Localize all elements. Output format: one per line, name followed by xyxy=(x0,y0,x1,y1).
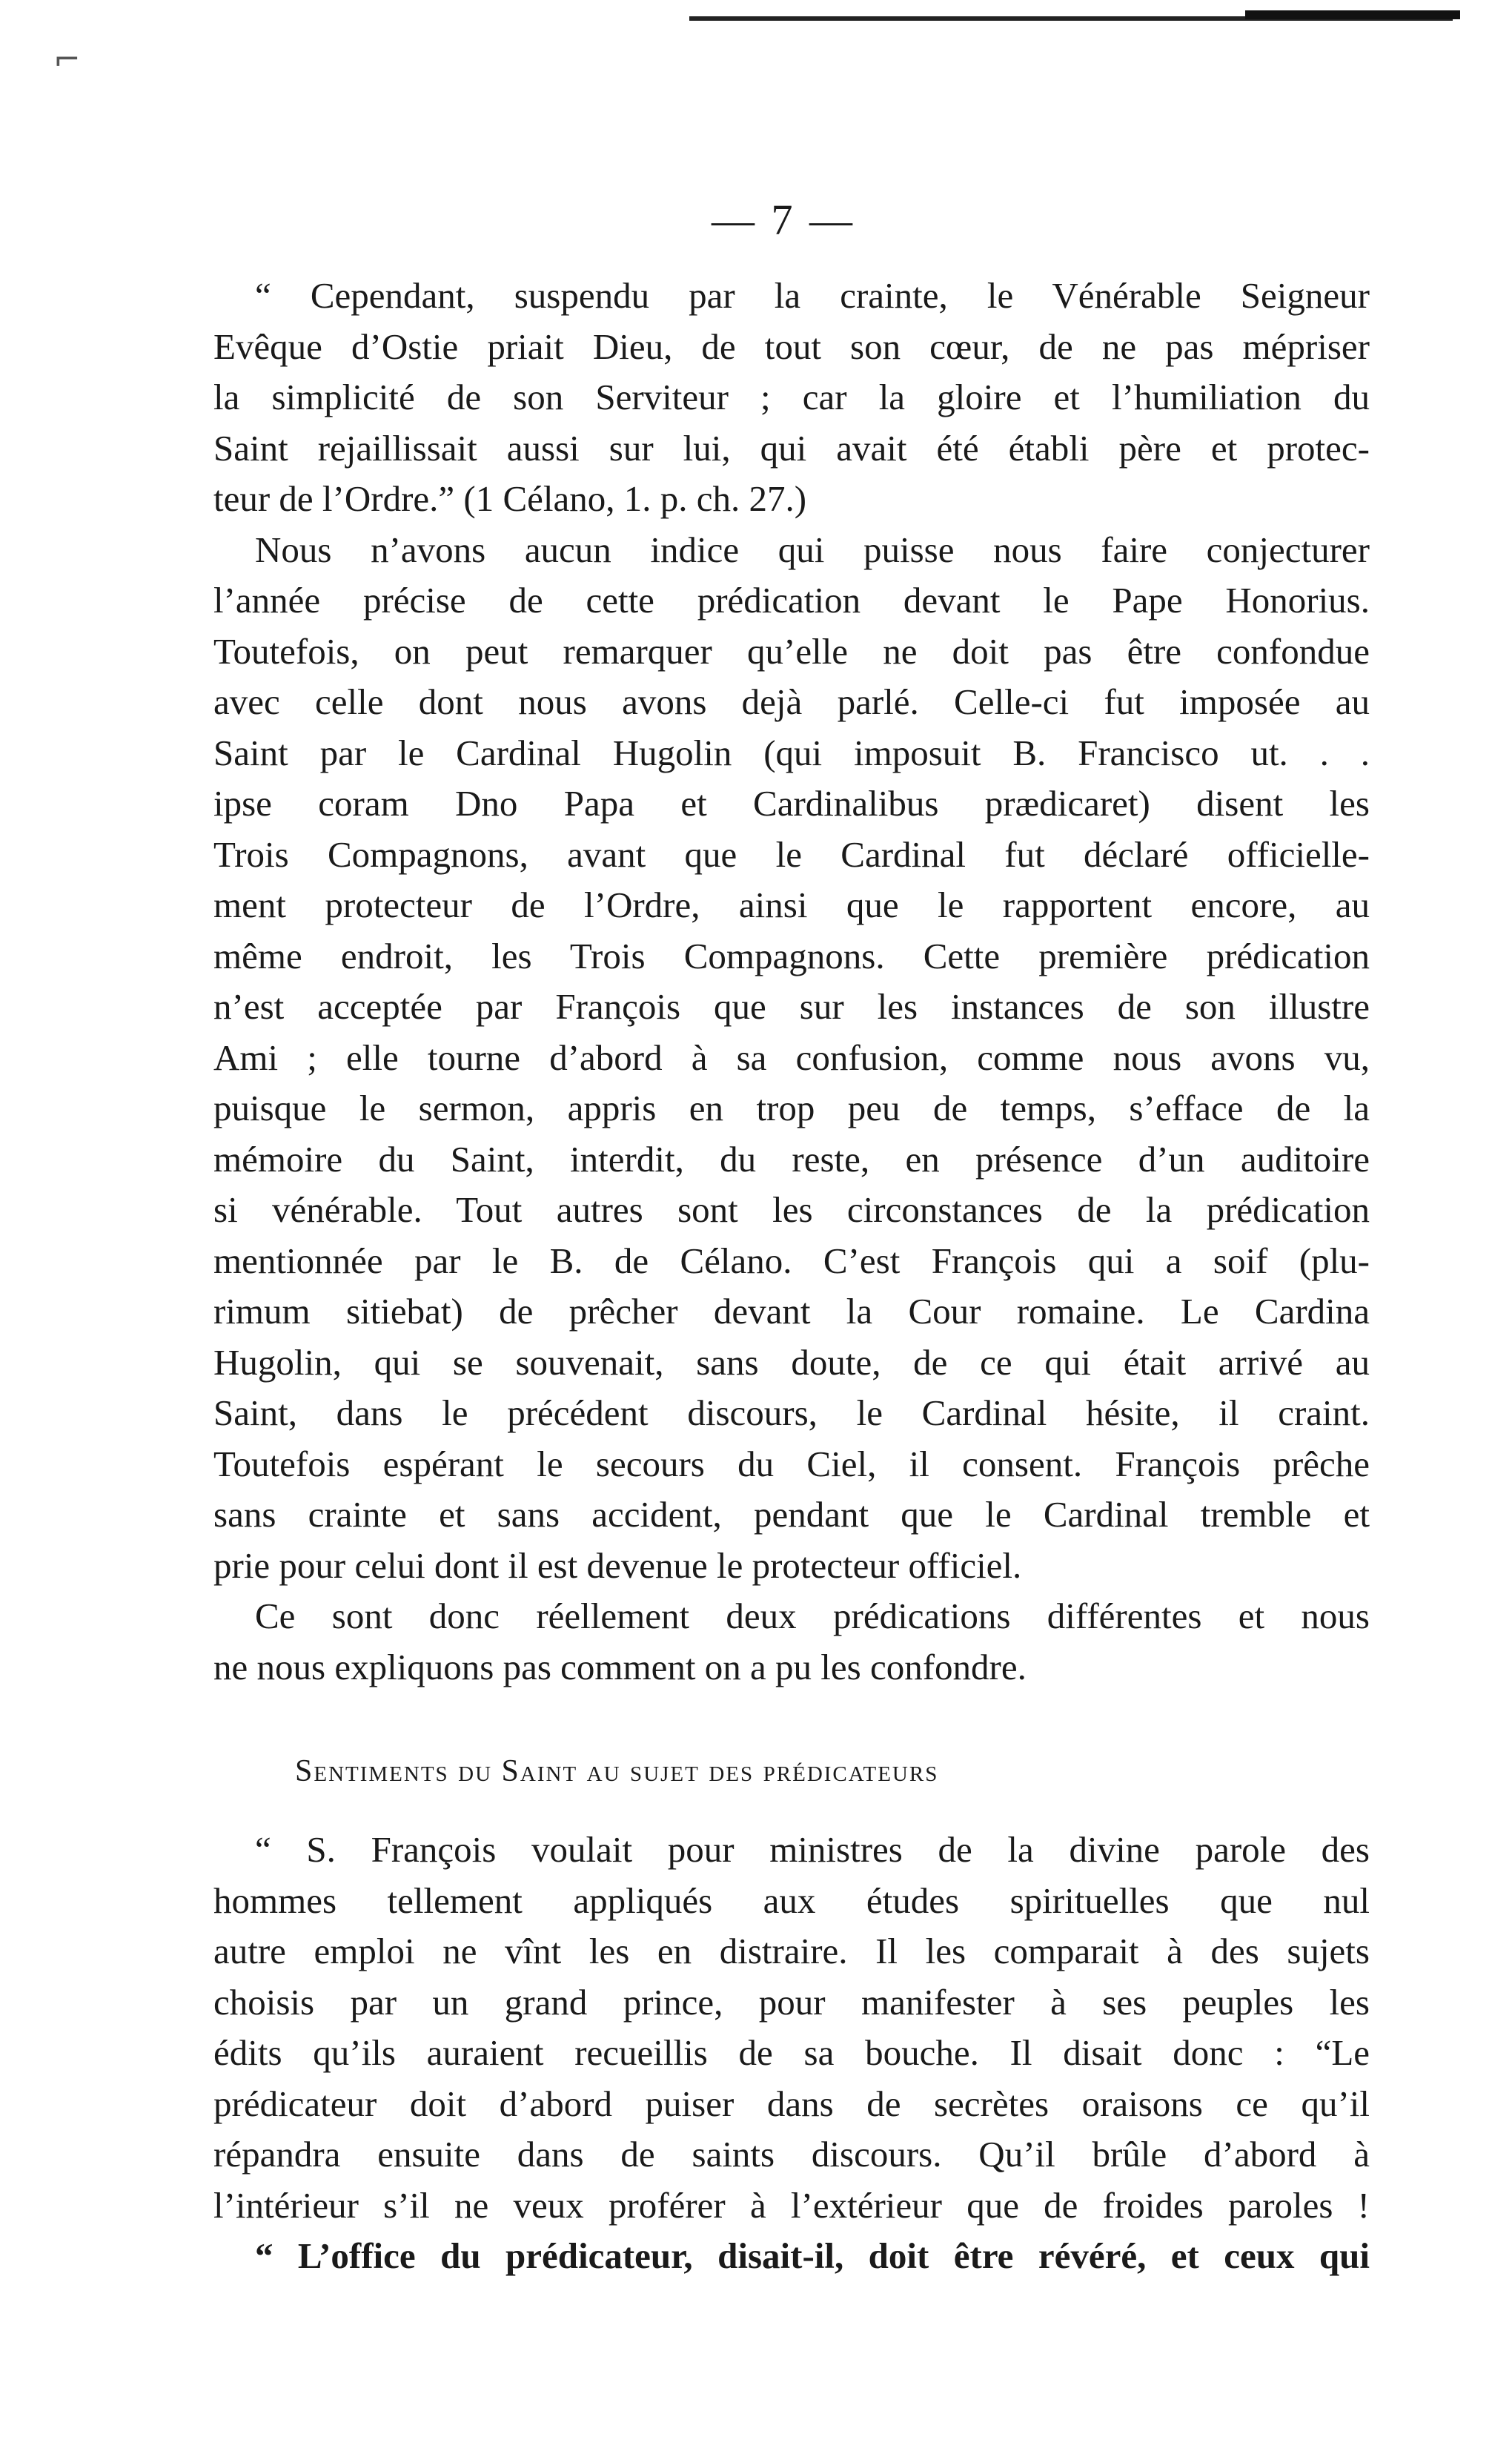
paragraph-office xyxy=(213,2231,1370,2282)
text-line: rimum sitiebat) de prêcher devant la Cour romaine. Le Cardina xyxy=(213,1291,1370,1332)
text-line: Trois Compagnons, avant que le Cardinal fut déclaré officielle- xyxy=(213,833,1370,875)
text-line: choisis par un grand prince, pour manifester à ses peuples les xyxy=(213,1981,1370,2023)
text-line: teur de l’Ordre.” (1 Célano, 1. p. ch. 27.) xyxy=(213,478,807,519)
paragraph-conclusion xyxy=(213,1591,1370,1693)
text-line: si vénérable. Tout autres sont les circonstances de la prédication xyxy=(213,1189,1370,1230)
text-line: édits qu’ils auraient recueillis de sa bouche. Il disait donc : “Le xyxy=(213,2032,1370,2073)
text-line: Toutefois espérant le secours du Ciel, il consent. François prêche xyxy=(213,1443,1370,1484)
paragraph-preachers xyxy=(213,1825,1370,2231)
paragraph-quote-celano xyxy=(213,271,1370,525)
paragraph-discussion xyxy=(213,525,1370,1592)
text-line: prédicateur doit d’abord puiser dans de secrètes oraisons ce qu’il xyxy=(213,2083,1370,2124)
text-line: “ S. François voulait pour ministres de la divine parole des xyxy=(255,1829,1370,1870)
text-line: mentionnée par le B. de Célano. C’est François qui a soif (plu- xyxy=(213,1240,1370,1281)
text-line: n’est acceptée par François que sur les instances de son illustre xyxy=(213,986,1370,1027)
corner-mark: ⌐ xyxy=(53,41,81,79)
text-line: mémoire du Saint, interdit, du reste, en présence d’un auditoire xyxy=(213,1138,1370,1180)
text-line: Toutefois, on peut remarquer qu’elle ne doit pas être confondue xyxy=(213,630,1370,672)
text-line: même endroit, les Trois Compagnons. Cette première prédication xyxy=(213,935,1370,976)
text-line: Evêque d’Ostie priait Dieu, de tout son cœur, de ne pas mépriser xyxy=(213,325,1370,367)
text-line: Saint par le Cardinal Hugolin (qui imposuit B. Francisco ut. . . xyxy=(213,732,1370,773)
text-line: puisque le sermon, appris en trop peu de temps, s’efface de la xyxy=(213,1088,1370,1128)
text-line: prie pour celui dont il est devenue le protecteur officiel. xyxy=(213,1544,1022,1586)
text-line: Ami ; elle tourne d’abord à sa confusion, comme nous avons vu, xyxy=(213,1036,1370,1078)
text-line: l’intérieur s’il ne veux proférer à l’extérieur que de froides paroles ! xyxy=(213,2184,1370,2226)
text-line: Saint, dans le précédent discours, le Cardinal hésite, il craint. xyxy=(213,1392,1370,1433)
text-line: hommes tellement appliqués aux études spirituelles que nul xyxy=(213,1879,1370,1921)
text-line: répandra ensuite dans de saints discours. Qu’il brûle d’abord à xyxy=(213,2134,1370,2175)
page-body xyxy=(213,271,1370,2282)
text-line: Saint rejaillissait aussi sur lui, qui avait été établi père et protec- xyxy=(213,427,1370,469)
text-line: ne nous expliquons pas comment on a pu les confondre. xyxy=(213,1646,1027,1687)
text-line: ment protecteur de l’Ordre, ainsi que le rapportent encore, au xyxy=(213,884,1370,925)
page-number: — 7 — xyxy=(712,196,855,244)
text-line: avec celle dont nous avons dejà parlé. Celle-ci fut imposée au xyxy=(213,681,1370,722)
section-heading: Sentiments du Saint au sujet des prédicateurs xyxy=(295,1754,939,1788)
text-line: Ce sont donc réellement deux prédications différentes et nous xyxy=(255,1596,1370,1636)
text-line: sans crainte et sans accident, pendant que le Cardinal tremble et xyxy=(213,1494,1370,1535)
text-line: “ Cependant, suspendu par la crainte, le Vénérable Seigneur xyxy=(255,275,1370,316)
text-line: ipse coram Dno Papa et Cardinalibus prædicaret) disent les xyxy=(213,783,1370,824)
text-line: Nous n’avons aucun indice qui puisse nous faire conjecturer xyxy=(255,529,1370,570)
text-line: Hugolin, qui se souvenait, sans doute, de ce qui était arrivé au xyxy=(213,1341,1370,1383)
text-line: l’année précise de cette prédication devant le Pape Honorius. xyxy=(213,580,1370,621)
text-line: autre emploi ne vînt les en distraire. Il les comparait à des sujets xyxy=(213,1931,1370,1971)
text-line: la simplicité de son Serviteur ; car la gloire et l’humiliation du xyxy=(213,377,1370,417)
text-line: “ L’office du prédicateur, disait-il, doit être révéré, et ceux qui xyxy=(255,2235,1370,2276)
top-rule-edge xyxy=(1245,10,1460,19)
